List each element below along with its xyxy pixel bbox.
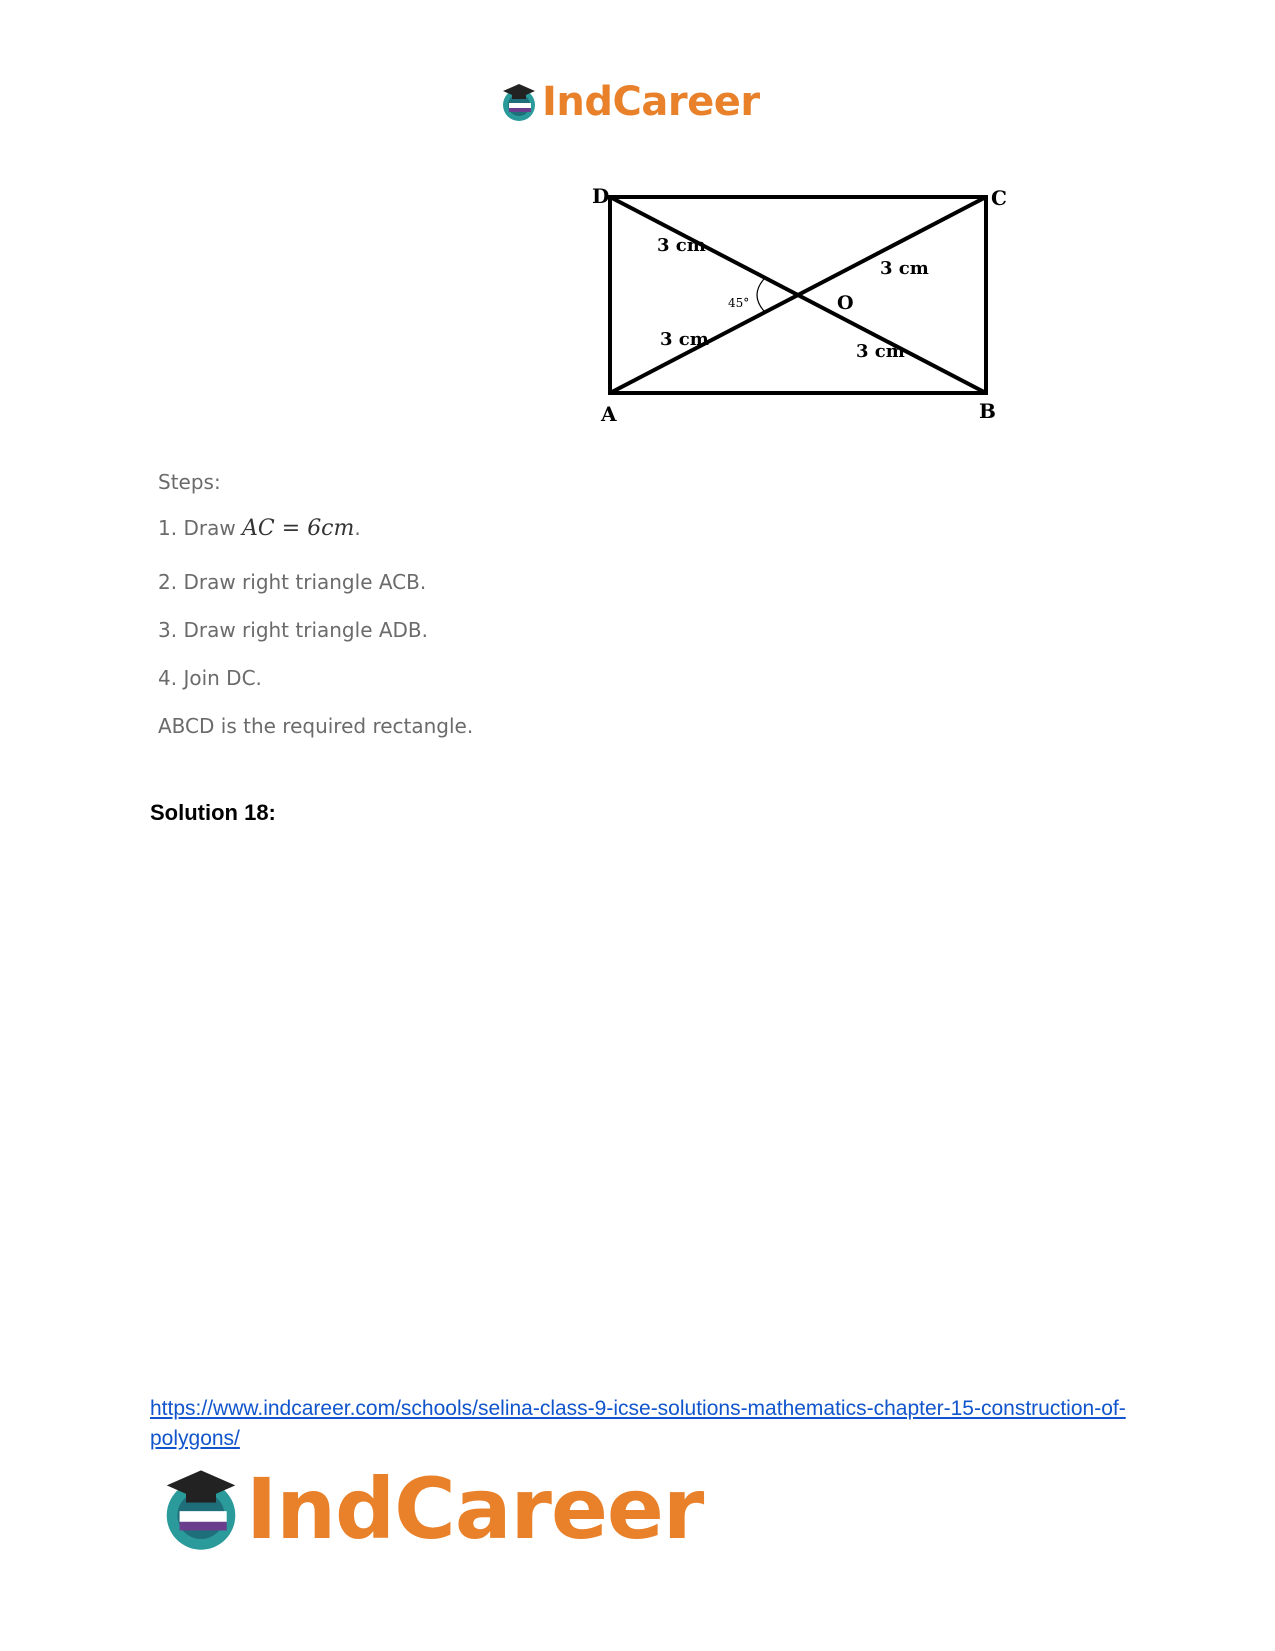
rectangle-construction-figure bbox=[592, 184, 1070, 450]
vertex-label-b: B bbox=[979, 399, 996, 423]
segment-label-oc: 3 cm bbox=[880, 258, 929, 279]
vertex-label-c: C bbox=[991, 186, 1007, 210]
step-3: 3. Draw right triangle ADB. bbox=[158, 618, 429, 642]
header-logo bbox=[500, 76, 760, 128]
steps-conclusion: ABCD is the required rectangle. bbox=[158, 714, 474, 738]
segment-label-ob: 3 cm bbox=[856, 341, 905, 362]
angle-arc bbox=[757, 279, 764, 311]
vertex-label-a: A bbox=[601, 402, 617, 426]
step-1-prefix: 1. Draw bbox=[158, 516, 236, 540]
solution-heading: Solution 18: bbox=[150, 800, 276, 825]
footer-logo-text: IndCareer bbox=[246, 1460, 704, 1558]
segment-label-do: 3 cm bbox=[657, 235, 706, 256]
segment-label-ao: 3 cm bbox=[660, 329, 709, 350]
step-1 bbox=[158, 516, 361, 541]
step-1-math: AC = 6cm bbox=[242, 516, 355, 541]
graduation-globe-icon bbox=[160, 1464, 242, 1554]
step-2: 2. Draw right triangle ACB. bbox=[158, 570, 427, 594]
steps-heading: Steps: bbox=[158, 470, 221, 494]
footer-logo bbox=[160, 1460, 703, 1558]
center-label-o: O bbox=[837, 292, 854, 314]
angle-label: 45° bbox=[728, 296, 750, 310]
source-url-link[interactable]: https://www.indcareer.com/schools/selina-class-9-icse-solutions-mathematics-chapter-15-construction-of-polygons/ bbox=[150, 1397, 1126, 1450]
step-4: 4. Join DC. bbox=[158, 666, 262, 690]
vertex-label-d: D bbox=[592, 184, 610, 208]
header-logo-text: IndCareer bbox=[542, 79, 760, 125]
step-1-suffix: . bbox=[354, 516, 361, 540]
graduation-globe-icon bbox=[500, 81, 538, 123]
